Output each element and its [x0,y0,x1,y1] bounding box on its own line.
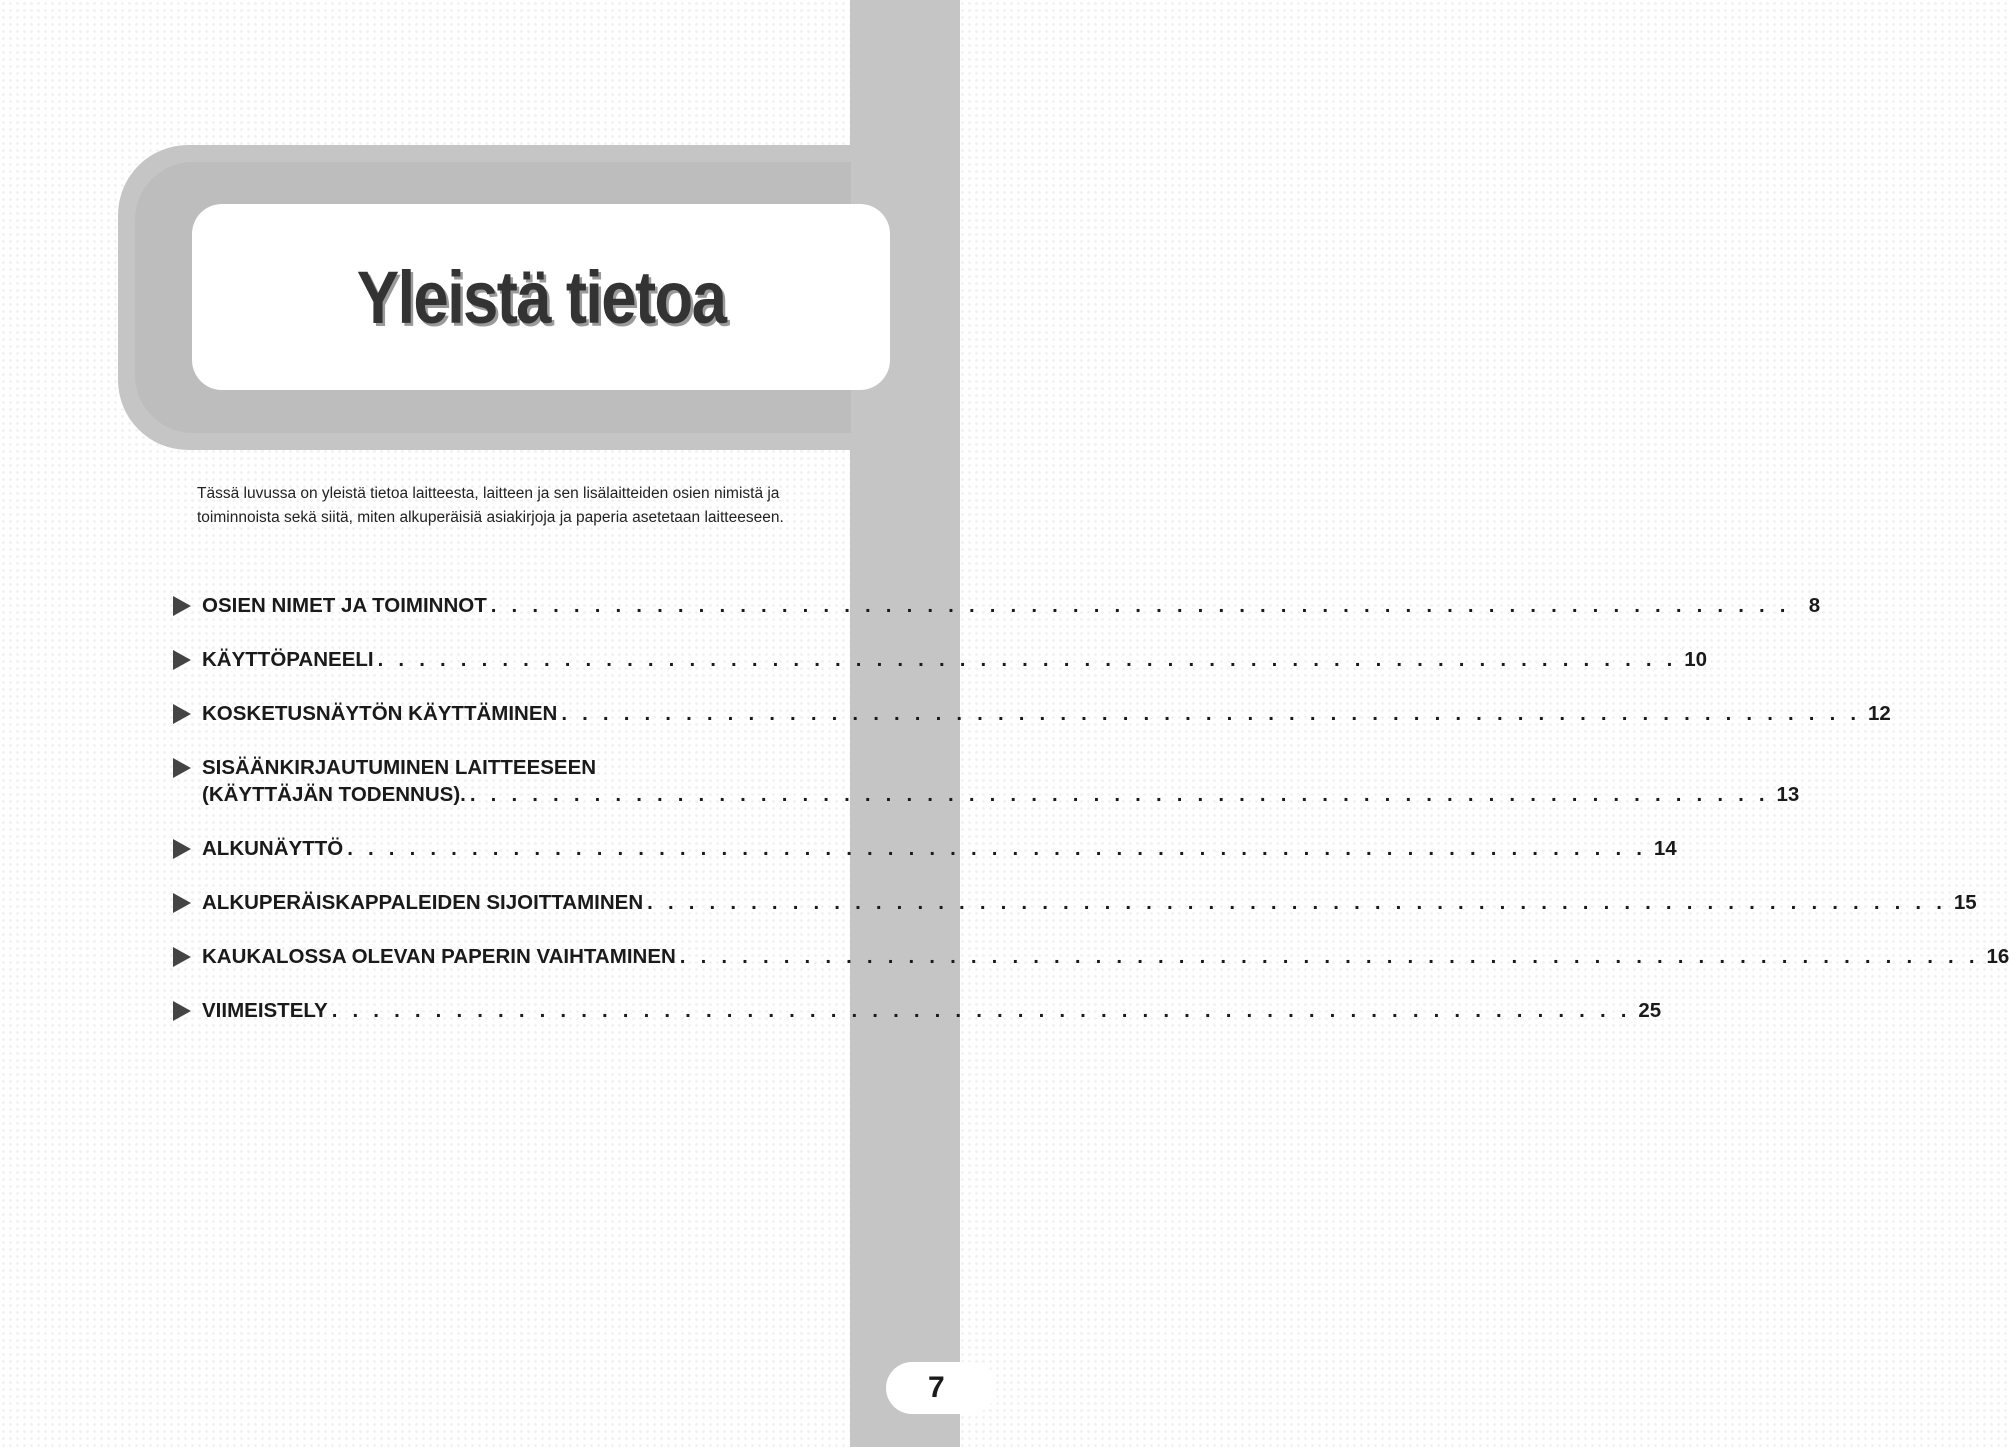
toc-item-title: ALKUPERÄISKAPPALEIDEN SIJOITTAMINEN [202,890,644,914]
toc-item-title: KÄYTTÖPANEELI [202,648,374,672]
toc-leader-dots [491,593,1790,620]
toc-item[interactable] [173,998,1662,1025]
toc-leader-dots [680,944,1979,971]
arrow-right-icon [173,893,191,913]
page-number: 7 [928,1371,945,1404]
arrow-right-icon [173,947,191,967]
toc-item-page: 15 [1953,890,1977,914]
arrow-right-icon [173,704,191,724]
toc-item[interactable] [173,890,1977,917]
toc-item-title: SISÄÄNKIRJAUTUMINEN LAITTEESEEN [202,756,597,780]
arrow-right-icon [173,839,191,859]
toc-item-title: VIIMEISTELY [202,999,328,1023]
toc-item-title: KOSKETUSNÄYTÖN KÄYTTÄMINEN [202,702,558,726]
toc-leader-dots [470,782,1769,809]
arrow-right-icon [173,1001,191,1021]
arrow-right-icon [173,650,191,670]
toc-leader-dots [378,647,1677,674]
toc-leader-dots [332,998,1631,1025]
table-of-contents [173,593,2009,1052]
toc-leader-dots [347,836,1646,863]
toc-item[interactable] [173,836,1677,863]
toc-item[interactable] [173,944,2009,971]
toc-item-page: 25 [1638,999,1662,1023]
toc-item-page: 8 [1808,594,1821,617]
arrow-right-icon [173,758,191,778]
toc-item-page: 16 [1986,945,2009,969]
toc-item-title: ALKUNÄYTTÖ [202,836,344,860]
chapter-intro: Tässä luvussa on yleistä tietoa laitteesta, laitteen ja sen lisälaitteiden osien nimistä ja toiminnoista sekä siitä, miten alkuperäisiä asiakirjoja ja paperia asetetaan laitteeseen. [197,485,784,526]
toc-item-page: 14 [1653,836,1677,860]
toc-item-page: 12 [1867,702,1891,726]
toc-item-title: OSIEN NIMET JA TOIMINNOT [202,594,487,617]
toc-item[interactable] [173,647,1708,674]
arrow-right-icon [173,596,191,616]
toc-leader-dots [647,890,1946,917]
toc-leader-dots [561,701,1860,728]
toc-item-page: 10 [1684,648,1708,672]
toc-item[interactable] [173,701,1891,728]
toc-item-title-continued: (KÄYTTÄJÄN TODENNUS). [202,782,466,806]
title-box [192,204,890,390]
toc-item[interactable] [173,593,1821,620]
chapter-title: Yleistä tietoa [356,255,726,339]
toc-item-page: 13 [1776,782,1800,806]
toc-item[interactable] [173,755,1800,808]
toc-item-title: KAUKALOSSA OLEVAN PAPERIN VAIHTAMINEN [202,945,676,969]
